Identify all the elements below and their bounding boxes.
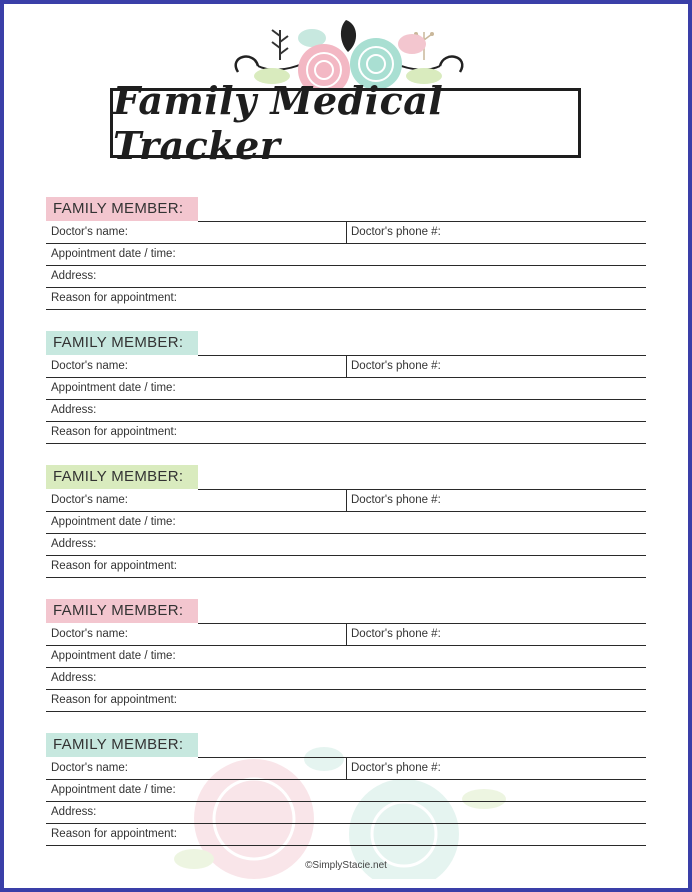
appointment-field[interactable]: [46, 378, 646, 400]
address-field[interactable]: [46, 668, 646, 690]
doctor-phone-label: Doctor's phone #:: [351, 762, 441, 774]
address-label: Address:: [51, 404, 97, 416]
column-divider: [346, 356, 347, 377]
family-member-section: [46, 465, 646, 585]
reason-label: Reason for appointment:: [51, 292, 177, 304]
address-field[interactable]: [46, 400, 646, 422]
address-label: Address:: [51, 538, 97, 550]
family-member-section: [46, 599, 646, 719]
reason-label: Reason for appointment:: [51, 828, 177, 840]
address-field[interactable]: [46, 534, 646, 556]
appointment-field[interactable]: [46, 646, 646, 668]
doctor-name-field[interactable]: [46, 356, 646, 378]
tracker-sheet: [4, 4, 688, 888]
doctor-name-label: Doctor's name:: [51, 494, 128, 506]
family-member-label: FAMILY MEMBER:: [46, 733, 198, 757]
family-member-field[interactable]: [198, 733, 646, 758]
appointment-field[interactable]: [46, 512, 646, 534]
appointment-label: Appointment date / time:: [51, 248, 176, 260]
doctor-name-field[interactable]: [46, 624, 646, 646]
appointment-field[interactable]: [46, 244, 646, 266]
doctor-name-label: Doctor's name:: [51, 762, 128, 774]
page-title: Family Medical Tracker: [113, 78, 444, 168]
column-divider: [346, 758, 347, 779]
doctor-phone-label: Doctor's phone #:: [351, 226, 441, 238]
reason-label: Reason for appointment:: [51, 426, 177, 438]
reason-field[interactable]: [46, 824, 646, 846]
doctor-phone-label: Doctor's phone #:: [351, 628, 441, 640]
doctor-phone-label: Doctor's phone #:: [351, 360, 441, 372]
appointment-label: Appointment date / time:: [51, 650, 176, 662]
doctor-name-field[interactable]: [46, 490, 646, 512]
family-member-section: [46, 197, 646, 317]
family-member-label: FAMILY MEMBER:: [46, 331, 198, 355]
column-divider: [346, 624, 347, 645]
reason-field[interactable]: [46, 422, 646, 444]
reason-label: Reason for appointment:: [51, 694, 177, 706]
family-member-label: FAMILY MEMBER:: [46, 465, 198, 489]
family-member-field[interactable]: [198, 599, 646, 624]
family-member-field[interactable]: [198, 331, 646, 356]
address-label: Address:: [51, 672, 97, 684]
family-member-field[interactable]: [198, 465, 646, 490]
reason-field[interactable]: [46, 690, 646, 712]
address-field[interactable]: [46, 802, 646, 824]
family-member-label: FAMILY MEMBER:: [46, 599, 198, 623]
appointment-label: Appointment date / time:: [51, 382, 176, 394]
reason-field[interactable]: [46, 288, 646, 310]
doctor-name-label: Doctor's name:: [51, 360, 128, 372]
doctor-name-field[interactable]: [46, 758, 646, 780]
doctor-name-field[interactable]: [46, 222, 646, 244]
title-box: [110, 78, 581, 168]
family-member-section: [46, 331, 646, 451]
address-label: Address:: [51, 270, 97, 282]
family-member-field[interactable]: [198, 197, 646, 222]
appointment-label: Appointment date / time:: [51, 516, 176, 528]
family-member-label: FAMILY MEMBER:: [46, 197, 198, 221]
footer-credit: ©SimplyStacie.net: [305, 860, 387, 871]
address-label: Address:: [51, 806, 97, 818]
family-member-section: [46, 733, 646, 853]
doctor-phone-label: Doctor's phone #:: [351, 494, 441, 506]
reason-label: Reason for appointment:: [51, 560, 177, 572]
column-divider: [346, 222, 347, 243]
doctor-name-label: Doctor's name:: [51, 628, 128, 640]
address-field[interactable]: [46, 266, 646, 288]
reason-field[interactable]: [46, 556, 646, 578]
column-divider: [346, 490, 347, 511]
appointment-label: Appointment date / time:: [51, 784, 176, 796]
doctor-name-label: Doctor's name:: [51, 226, 128, 238]
appointment-field[interactable]: [46, 780, 646, 802]
